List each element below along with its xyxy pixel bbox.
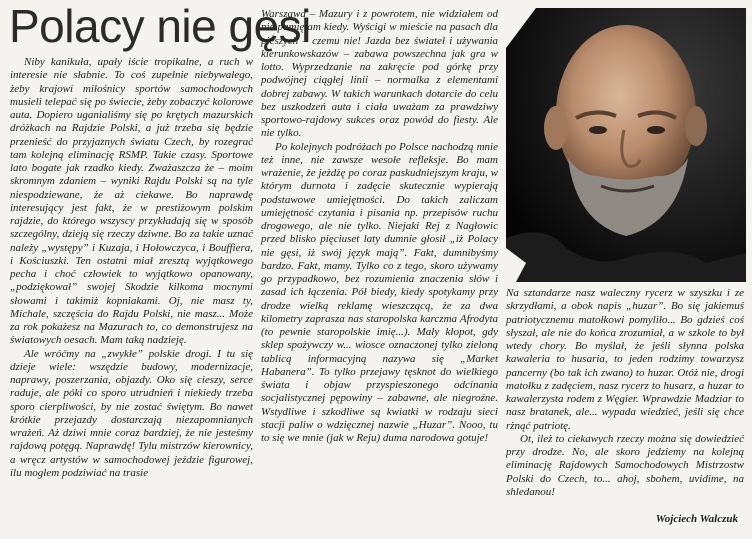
paragraph: Warszawa – Mazury i z powrotem, nie widziałem od nie pamiętam kiedy. Wyścigi w mieście na pasach dla pieszych – czemu nie! Jazda bez świateł i używania kierunkowskazów – zabawa powszechna jak gra w lotto. Wyprzedzanie na zakręcie pod górkę przy podwójnej ciągłej linii – normalka z elementami dobrej zabawy. W takich warunkach dotarcie do celu bez uszkodzeń auta i ciała uważam za prawdziwy sportowo-rajdowy sukces oraz powód do fiesty. Ale nie tylko. bbox=[261, 8, 498, 140]
paragraph: Ale wróćmy na „zwykłe” polskie drogi. I tu się dzieje wiele: wszędzie budowy, modernizacje, naprawy, poszerzania, objazdy. Oko się cieszy, serce raduje, ale póki co sporo utrudnień i niekiedy trzeba sporo cierpliwości, by nie zostać świętym. Bo nawet krótkie przejazdy dostarczają niezapomnianych wrażeń. Aż dziwi mnie coraz bardziej, że nie jesteśmy rajdową potęgą. Naprawdę! Tylu mistrzów kierownicy, a wręcz artystów w samochodowej jeździe figurowej, ilu mogłem podziwiać na trasie bbox=[10, 347, 253, 479]
paragraph: Ot, ileż to ciekawych rzeczy można się dowiedzieć przy drodze. No, ale skoro jedziemy na kolejną eliminację Rajdowych Samochodowych Mistrzostw Polski do Czech, to... ahoj, sbohem, uvidime, na shledanou! bbox=[506, 432, 744, 498]
author-signature: Wojciech Walczuk bbox=[655, 513, 738, 525]
article-column-1 bbox=[10, 56, 253, 480]
article-column-3 bbox=[506, 287, 744, 499]
author-portrait-photo bbox=[506, 8, 746, 282]
paragraph: Niby kanikuła, upały iście tropikalne, a ruch w interesie nie słabnie. To coś zupełnie niebywałego, żeby krajowi miłośnicy sportów samochodowych musieli telepać się po świecie, żeby zobaczyć kolorowe auta. Dopiero uganialiśmy się po krętych mazurskich dróżkach na Rajdzie Polski, a już trzeba się będzie przenieść do przyjaznych światu Czech, by rozegrać tam kolejną eliminację RSMP. Takie czasy. Sportowe lato bogate jak rzadko kiedy. Zważaszcza że – moim skromnym zdaniem – wyniki Rajdu Polski są na tyle niespodziewane, że aż ciekawe. Bo naprawdę interesujący jest fakt, że w prestiżowym polskim rajdzie, do którego wszyscy przykładają się w sposób szczególny, dzieją się rzeczy dziwne. Bo za takie uznać należy „występy” i Kuzaja, i Hołowczyca, i Bouffiera, i Kościuszki. Ten ostatni miał zresztą wyjątkowego pecha i choć człowiek to wyjątkowo opanowany, „podziękował” swojej Skodzie kilkoma mocnymi słowami i takimiż kopniakami. Oj, nie masz ty, Michale, szczęścia do Rajdu Polski, nie masz... Może za rok pokażesz na Mazurach to, co demonstrujesz na światowych oesach. Mam taką nadzieję. bbox=[10, 56, 253, 347]
paragraph: Po kolejnych podróżach po Polsce nachodzą mnie też inne, nie zawsze wesołe refleksje. Bo mam wrażenie, że jeżdżę po coraz paskudniejszym kraju, w którym durnota i zadęcie skutecznie wypierają podstawowe umiejętności. Do takich zaliczam umiejętność czytania i pisania np. przepisów ruchu drogowego, ale nie tylko. Niejaki Rej z Nagłowic przed blisko pięciuset laty dumnie głosił „iż Polacy nie gęsi, iż swój język mają”. Fakt, dumnibyśmy bardzo. Fakt, mamy. Tylko co z tego, skoro używamy go przypadkowo, bez rozumienia znaczenia słów i zasad ich łączenia. Pół biedy, kiedy spotykamy przy drodze wielką reklamę wieszczącą, że za dwa kilometry zaprasza nas staropolska karczma Afrodyta (to pewnie staropolskie imię...). Mały kłopot, gdy sklep spożywczy w... wiosce oznaczonej tylko zieloną tablicą informacyjną nazywa się „Market Habanera”. To tylko przejawy tęsknot do wielkiego świata i objaw przyspieszonego odcinania socjalistycznej pępowiny – zabawne, ale niegroźne. Wstydliwe i szkodliwe są kwiatki w rodzaju sieci stacji paliw o wdzięcznej nazwie „Huzar”. Nooo, tu to się we mnie (jak w Reju) duma narodowa gotuje! bbox=[261, 140, 498, 444]
paragraph: Na sztandarze nasz waleczny rycerz w szyszku i ze skrzydłami, a obok napis „huzar”. Bo się jakiemuś patriotycznemu matołkowi pomyliło... Bo gdzieś coś słyszał, ale nie do końca zrozumiał, a w szkole to był wtedy chory. Bo myślał, że jeśli słynna polska kawaleria to husaria, to jeden rodzimy towarzysz pancerny (bo tak ich zwano) to huzar. Otóż nie, drogi matołku z zadęciem, nasz rycerz to husarz, a huzar to kawalerzysta rodem z Węgier. Wprawdzie Madziar to nasz bratanek, ale... wypada wiedzieć, jeśli się chce rżnąć patriotę. bbox=[506, 287, 744, 432]
portrait-illustration bbox=[506, 8, 746, 282]
article-column-2 bbox=[261, 8, 498, 445]
article-title: Polacy nie gęsi bbox=[9, 0, 311, 52]
